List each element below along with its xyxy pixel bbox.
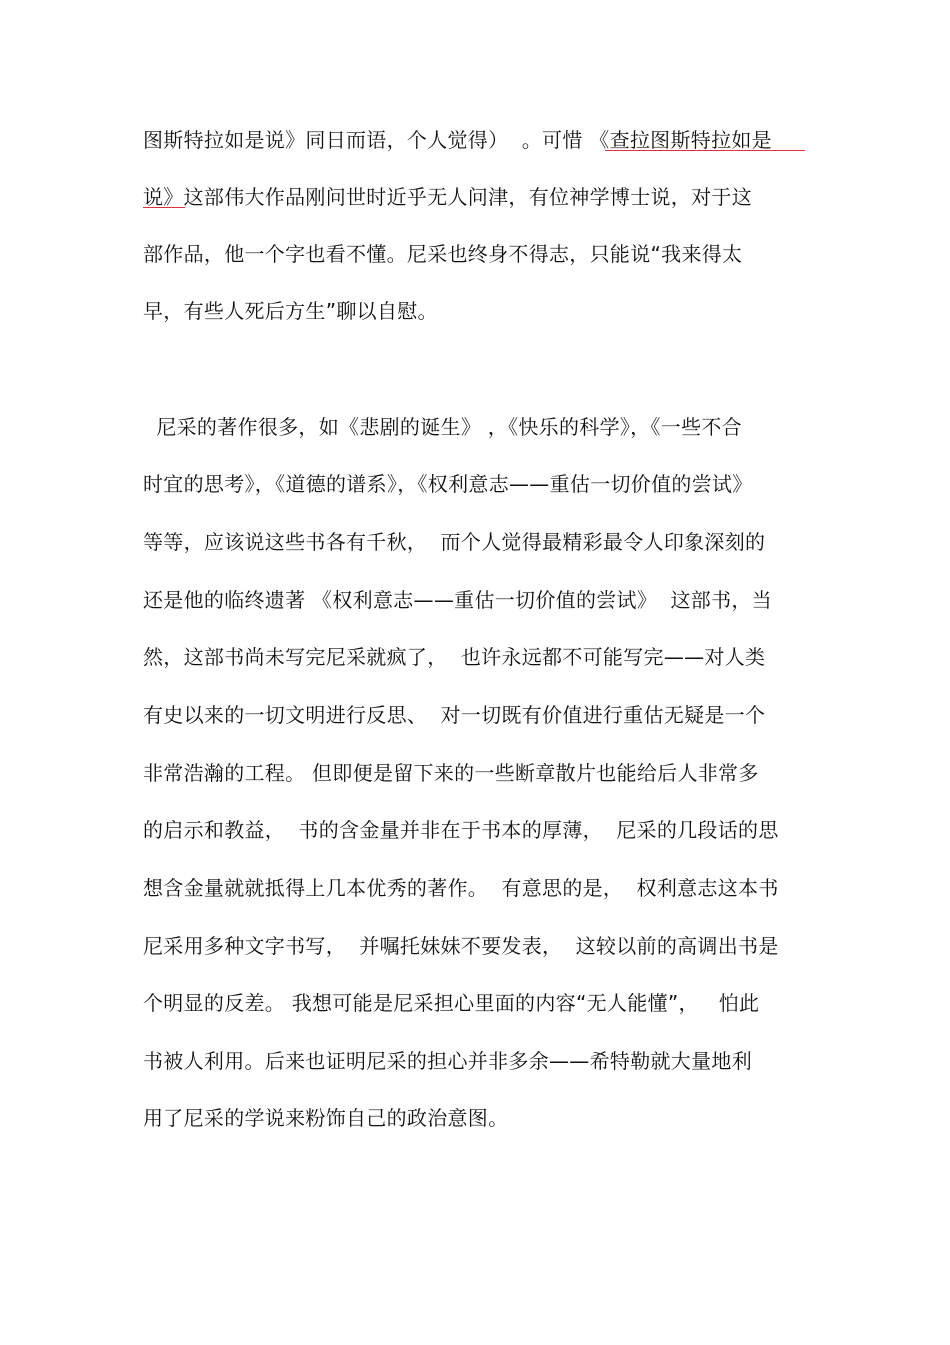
revision-underline-2 bbox=[143, 207, 185, 208]
paragraph-2-line-8: 的启示和教益， 书的含金量并非在于书本的厚薄， 尼采的几段话的思 bbox=[143, 818, 779, 842]
paragraph-2-line-10: 尼采用多种文字书写， 并嘱托妹妹不要发表， 这较以前的高调出书是 bbox=[143, 934, 779, 958]
paragraph-2-line-5: 然，这部书尚未写完尼采就疯了， 也许永远都不可能写完——对人类 bbox=[143, 645, 766, 669]
paragraph-1-line-2: 说》这部伟大作品刚问世时近乎无人问津，有位神学博士说，对于这 bbox=[143, 185, 752, 209]
paragraph-2-line-4: 还是他的临终遗著 《权利意志——重估一切价值的尝试》 这部书，当 bbox=[143, 588, 772, 612]
paragraph-2-line-6: 有史以来的一切文明进行反思、 对一切既有价值进行重估无疑是一个 bbox=[143, 703, 766, 727]
paragraph-2-line-2: 时宜的思考》，《道德的谱系》，《权利意志——重估一切价值的尝试》 bbox=[143, 472, 753, 496]
paragraph-1-line-1: 图斯特拉如是说》同日而语，个人觉得） 。可惜 《查拉图斯特拉如是 bbox=[143, 128, 772, 152]
paragraph-2-line-9: 想含金量就就抵得上几本优秀的著作。 有意思的是， 权利意志这本书 bbox=[143, 876, 779, 900]
paragraph-2-line-12: 书被人利用。后来也证明尼采的担心并非多余——希特勒就大量地利 bbox=[143, 1049, 752, 1073]
revision-underline-1 bbox=[605, 150, 805, 151]
paragraph-2-line-3: 等等，应该说这些书各有千秋， 而个人觉得最精彩最令人印象深刻的 bbox=[143, 530, 766, 554]
paragraph-2-line-11: 个明显的反差。 我想可能是尼采担心里面的内容“无人能懂”， 怕此 bbox=[143, 991, 760, 1015]
paragraph-1-line-4: 早，有些人死后方生”聊以自慰。 bbox=[143, 299, 438, 323]
paragraph-2-line-1: 尼采的著作很多，如《悲剧的诞生》 ，《快乐的科学》，《一些不合 bbox=[143, 415, 742, 439]
paragraph-2-line-13: 用了尼采的学说来粉饰自己的政治意图。 bbox=[143, 1106, 509, 1130]
paragraph-1-line-3: 部作品，他一个字也看不懂。尼采也终身不得志，只能说“我来得太 bbox=[143, 242, 743, 266]
paragraph-2-line-7: 非常浩瀚的工程。 但即便是留下来的一些断章散片也能给后人非常多 bbox=[143, 761, 759, 785]
